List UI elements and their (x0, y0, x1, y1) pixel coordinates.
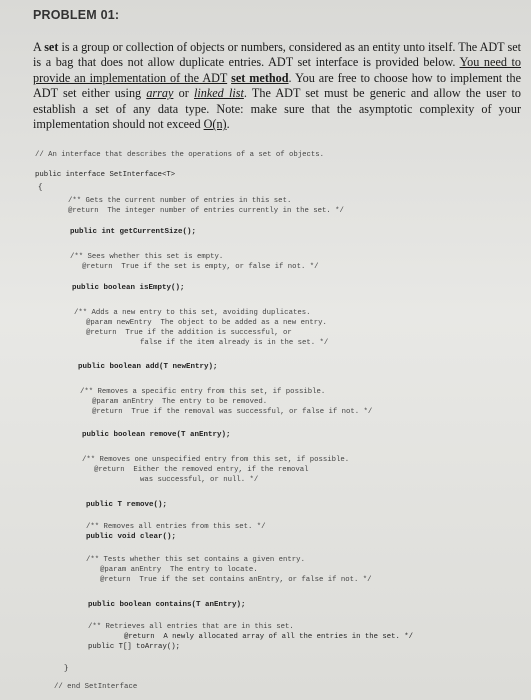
code-line: @return Either the removed entry, if the removal (94, 466, 309, 474)
prose-text: or (173, 86, 194, 101)
prose-underline-bold: set method (231, 70, 289, 85)
code-line: false if the item already is in the set. */ (140, 339, 329, 347)
prose-underline: You need to provide an implementation of the ADT (33, 55, 521, 85)
code-line: // An interface that describes the operations of a set of objects. (35, 151, 325, 159)
code-line: { (38, 184, 43, 192)
code-line: public boolean remove(T anEntry); (82, 431, 231, 439)
code-line: /** Removes a specific entry from this set, if possible. (80, 388, 326, 396)
code-line: /** Retrieves all entries that are in this set. (88, 623, 294, 631)
code-line: public boolean add(T newEntry); (78, 363, 218, 371)
problem-description (33, 40, 521, 132)
code-line: /** Removes one unspecified entry from this set, if possible. (82, 456, 350, 464)
code-line: public int getCurrentSize(); (70, 228, 197, 236)
prose-text: . (226, 117, 230, 132)
code-line: public interface SetInterface<T> (35, 171, 176, 179)
code-line: /** Sees whether this set is empty. (70, 253, 224, 261)
code-line: public boolean isEmpty(); (72, 284, 185, 292)
prose-complexity: O(n) (203, 117, 227, 132)
code-line: @return The integer number of entries currently in the set. */ (68, 207, 344, 215)
code-line: @return True if the addition is successful, or (86, 329, 292, 337)
code-line: was successful, or null. */ (140, 476, 259, 484)
code-line: @param anEntry The entry to be removed. (92, 398, 268, 406)
code-line: /** Removes all entries from this set. */ (86, 523, 266, 531)
code-line: @param anEntry The entry to locate. (100, 566, 258, 574)
code-line: @return True if the removal was successful, or false if not. */ (92, 408, 373, 416)
problem-heading: PROBLEM 01: (33, 8, 120, 22)
prose-array: array (146, 86, 174, 101)
code-line: public void clear(); (86, 533, 177, 541)
code-line: /** Adds a new entry to this set, avoiding duplicates. (74, 309, 311, 317)
prose-text: is a group or collection of objects or numbers, considered as an entity unto itself. The ADT set is a bag that does not allow duplicate entries. ADT set interface is provided below. (33, 40, 521, 70)
code-line: } (64, 665, 69, 673)
prose-text: . You are free to choose how to implement the ADT set either using (33, 70, 522, 101)
prose-text: . The ADT set must be generic and allow the user to establish a set of any data type. Note: make sure that the asymptotic complexity of your implementation should not exceed (33, 86, 521, 132)
code-line: @return True if the set contains anEntry, or false if not. */ (100, 576, 372, 584)
code-line: @return A newly allocated array of all the entries in the set. */ (124, 633, 414, 641)
code-line: /** Tests whether this set contains a given entry. (86, 556, 305, 564)
code-line: /** Gets the current number of entries in this set. (68, 197, 292, 205)
prose-linked-list: linked list (193, 86, 244, 101)
prose-text: A (33, 40, 45, 54)
prose-bold-set: set (44, 40, 59, 54)
code-line: @return True if the set is empty, or false if not. */ (82, 263, 319, 271)
code-line: public T remove(); (86, 501, 168, 509)
code-line: @param newEntry The object to be added as a new entry. (86, 319, 327, 327)
code-line: public boolean contains(T anEntry); (88, 601, 246, 609)
code-line: public T[] toArray(); (88, 643, 180, 651)
code-line: // end SetInterface (54, 683, 138, 691)
